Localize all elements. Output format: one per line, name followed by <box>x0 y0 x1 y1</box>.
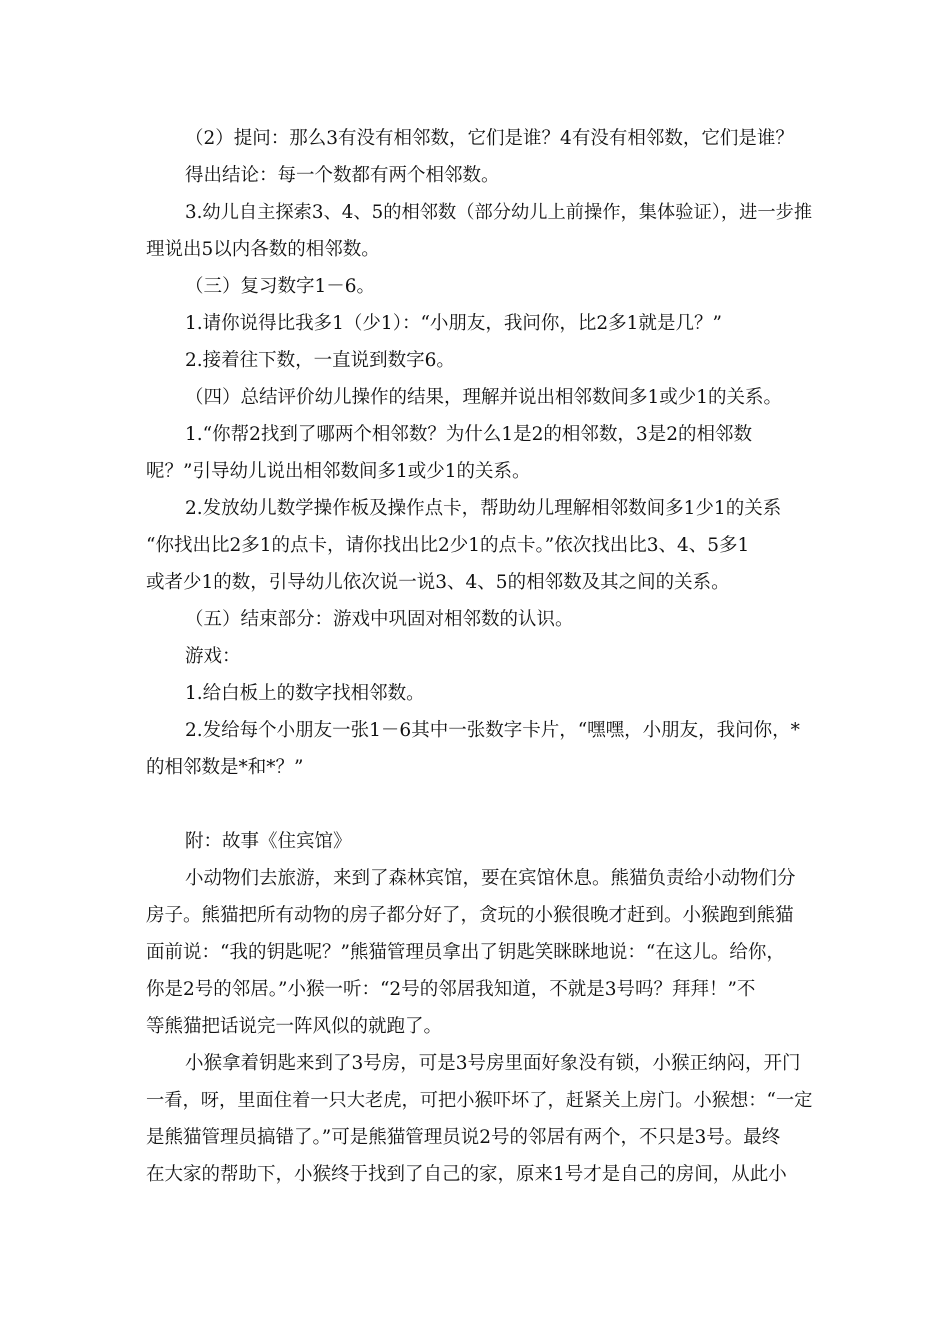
text-line: 2.接着往下数，一直说到数字6。 <box>185 350 455 371</box>
text-line: 呢？”引导幼儿说出相邻数间多1或少1的关系。 <box>146 461 531 482</box>
text-line: （五）结束部分：游戏中巩固对相邻数的认识。 <box>185 609 574 630</box>
text-line: （三）复习数字1－6。 <box>185 276 376 297</box>
text-line: 你是2号的邻居。”小猴一听：“2号的邻居我知道，不就是3号吗？拜拜！”不 <box>146 979 756 1000</box>
text-line: 是熊猫管理员搞错了。”可是熊猫管理员说2号的邻居有两个，不只是3号。最终 <box>146 1127 781 1148</box>
text-line: （四）总结评价幼儿操作的结果，理解并说出相邻数间多1或少1的关系。 <box>185 387 783 408</box>
text-line: 3.幼儿自主探索3、4、5的相邻数（部分幼儿上前操作，集体验证），进一步推 <box>185 202 813 223</box>
text-line: 1.请你说得比我多1（少1）：“小朋友，我问你，比2多1就是几？” <box>185 313 722 334</box>
story-heading: 附：故事《住宾馆》 <box>185 831 352 852</box>
text-line: 小猴拿着钥匙来到了3号房，可是3号房里面好象没有锁，小猴正纳闷，开门 <box>185 1053 801 1074</box>
text-line: 一看，呀，里面住着一只大老虎，可把小猴吓坏了，赶紧关上房门。小猴想：“一定 <box>146 1090 813 1111</box>
text-line: 的相邻数是*和*？” <box>146 757 304 778</box>
text-line: “你找出比2多1的点卡，请你找出比2少1的点卡。”依次找出比3、4、5多1 <box>146 535 750 556</box>
text-line: 小动物们去旅游，来到了森林宾馆，要在宾馆休息。熊猫负责给小动物们分 <box>185 868 796 889</box>
text-line: 游戏： <box>185 646 241 667</box>
text-line: 得出结论：每一个数都有两个相邻数。 <box>185 165 500 186</box>
text-line: 房子。熊猫把所有动物的房子都分好了，贪玩的小猴很晚才赶到。小猴跑到熊猫 <box>146 905 794 926</box>
text-line: 1.给白板上的数字找相邻数。 <box>185 683 425 704</box>
text-line: 2.发给每个小朋友一张1－6其中一张数字卡片，“嘿嘿，小朋友，我问你，* <box>185 720 800 741</box>
text-line: （2）提问：那么3有没有相邻数，它们是谁？4有没有相邻数，它们是谁？ <box>185 128 794 149</box>
text-line: 2.发放幼儿数学操作板及操作点卡，帮助幼儿理解相邻数间多1少1的关系 <box>185 498 782 519</box>
text-line: 在大家的帮助下，小猴终于找到了自己的家，原来1号才是自己的房间，从此小 <box>146 1164 787 1185</box>
text-line: 理说出5以内各数的相邻数。 <box>146 239 380 260</box>
text-line: 1.“你帮2找到了哪两个相邻数？为什么1是2的相邻数，3是2的相邻数 <box>185 424 752 445</box>
text-line: 等熊猫把话说完一阵风似的就跑了。 <box>146 1016 443 1037</box>
text-line: 面前说：“我的钥匙呢？”熊猫管理员拿出了钥匙笑眯眯地说：“在这儿。给你， <box>146 942 785 963</box>
text-line: 或者少1的数，引导幼儿依次说一说3、4、5的相邻数及其之间的关系。 <box>146 572 730 593</box>
